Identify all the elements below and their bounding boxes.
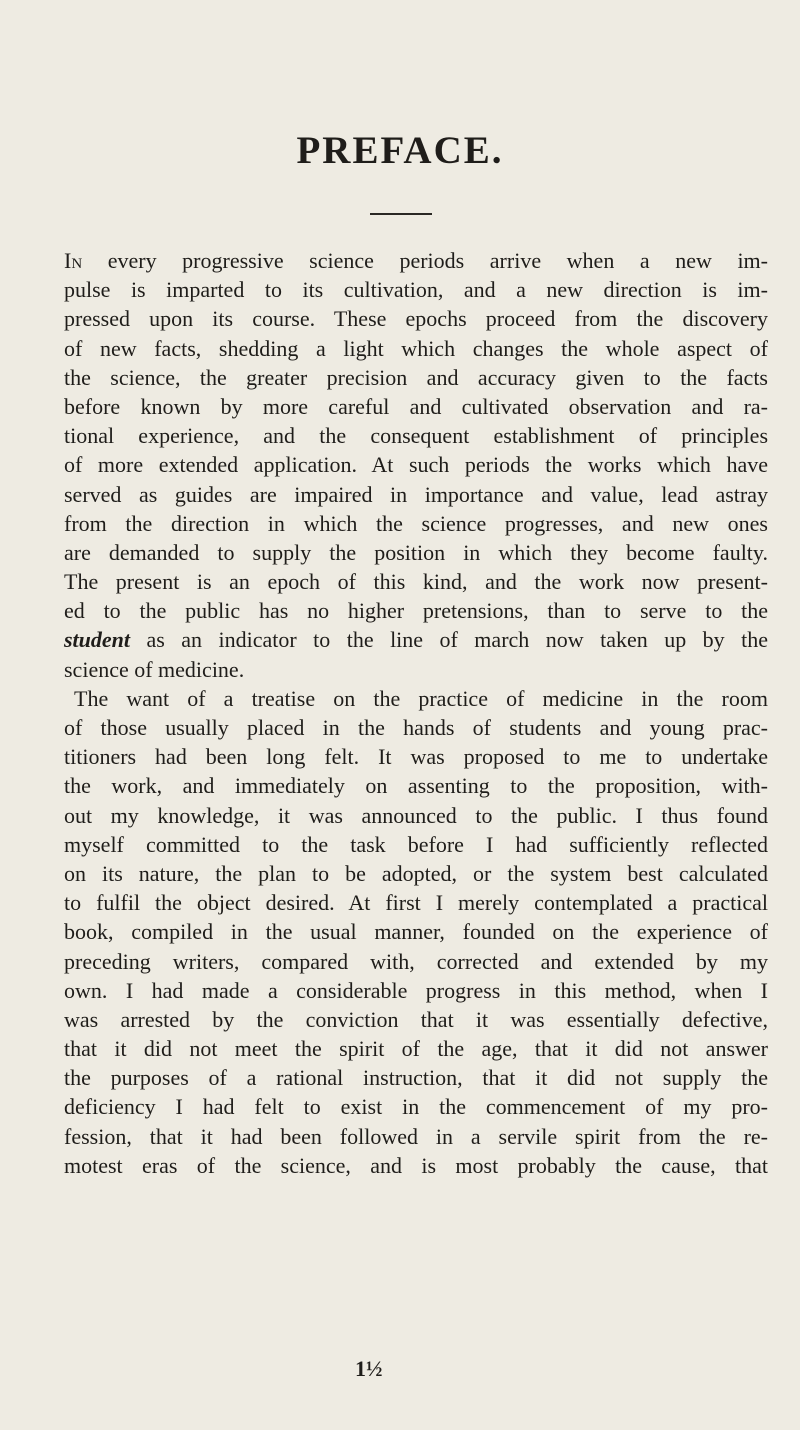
page-title: PREFACE. — [296, 129, 504, 172]
text-line: pulse is imparted to its cultivation, and a new direction is im- — [64, 277, 768, 303]
text-line: titioners had been long felt. It was proposed to me to undertake — [64, 744, 768, 770]
text-line: that it did not meet the spirit of the age, that it did not answer — [64, 1036, 768, 1062]
text-line: before known by more careful and cultivated observation and ra- — [64, 393, 768, 419]
text-line: the work, and immediately on assenting to the proposition, with- — [64, 773, 768, 799]
text-line: book, compiled in the usual manner, founded on the experience of — [64, 919, 768, 945]
text-line: of new facts, shedding a light which changes the whole aspect of — [64, 335, 768, 361]
text-line: was arrested by the conviction that it was essentially defective, — [64, 1006, 768, 1032]
text-line: motest eras of the science, and is most probably the cause, that — [64, 1152, 768, 1178]
text-line — [64, 625, 768, 654]
paragraph-2 — [64, 684, 768, 1180]
text-line: The want of a treatise on the practice of medicine in the room — [74, 685, 768, 711]
text-line: from the direction in which the science progresses, and new ones — [64, 510, 768, 536]
line-rest: every progressive science periods arrive when a new im- — [82, 248, 768, 273]
text-line: ed to the public has no higher pretensions, than to serve to the — [64, 598, 768, 624]
text-line: the science, the greater precision and accuracy given to the facts — [64, 364, 768, 390]
text-line: out my knowledge, it was announced to the public. I thus found — [64, 802, 768, 828]
text-line: preceding writers, compared with, corrected and extended by my — [64, 948, 768, 974]
text-line: myself committed to the task before I had sufficiently reflected — [64, 831, 768, 857]
emphasized-word: student — [64, 627, 131, 653]
text-line: of more extended application. At such periods the works which have — [64, 452, 768, 478]
line-rest: as an indicator to the line of march now taken up by the — [130, 627, 768, 653]
text-line: pressed upon its course. These epochs proceed from the discovery — [64, 306, 768, 332]
text-line: The present is an epoch of this kind, and the work now present- — [64, 569, 768, 595]
text-line: on its nature, the plan to be adopted, or the system best calculated — [64, 860, 768, 886]
text-line: to fulfil the object desired. At first I merely contemplated a practical — [64, 890, 768, 916]
paragraph-1 — [64, 246, 768, 684]
text-line: the purposes of a rational instruction, that it did not supply the — [64, 1065, 768, 1091]
drop-word: In — [64, 248, 83, 273]
text-line: of those usually placed in the hands of students and young prac- — [64, 715, 768, 740]
title-rule — [370, 213, 432, 215]
body-text — [64, 246, 768, 1180]
text-line: deficiency I had felt to exist in the commencement of my pro- — [64, 1094, 768, 1120]
text-line: served as guides are impaired in importance and value, lead astray — [64, 481, 768, 507]
signature-mark: 1½ — [355, 1356, 383, 1381]
text-line: own. I had made a considerable progress in this method, when I — [64, 977, 768, 1003]
text-line — [64, 246, 768, 275]
text-line: fession, that it had been followed in a servile spirit from the re- — [64, 1123, 768, 1149]
text-line: tional experience, and the consequent establishment of principles — [64, 423, 768, 449]
text-line: science of medicine. — [64, 656, 245, 682]
text-line: are demanded to supply the position in which they become faulty. — [64, 539, 768, 565]
